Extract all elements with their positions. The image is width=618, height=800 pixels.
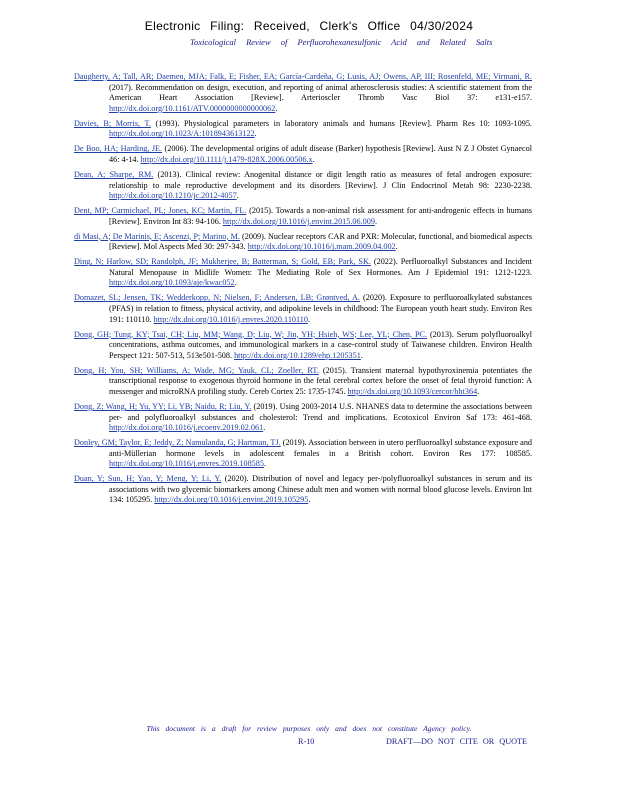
reference-entry: di Masi, A; De Marinis, E; Ascenzi, P; Marino, M. (2009). Nuclear receptors CAR and PXR: Molecular, functional, and biomedical aspects [Review]. Mol Aspects Med 30: 297-343. http://dx.doi.org/10.1016/j.mam.2009.04.002. xyxy=(74,231,533,252)
reference-doi-link[interactable]: http://dx.doi.org/10.1093/cercor/bht364 xyxy=(347,386,478,396)
running-title: Toxicological Review of Perfluorohexanesulfonic Acid and Related Salts xyxy=(190,37,493,47)
reference-citation: (2017). Recommendation on design, execution, and reporting of animal atherosclerosis studies: A scientific statement from the American Heart Association [Review]. Arterioscler Thromb Vasc Biol 37: e131-e157. xyxy=(109,82,532,103)
reference-authors-link[interactable]: De Boo, HA; Harding, JE. xyxy=(74,144,163,154)
reference-citation: (2015). Towards a non-animal risk assessment for anti-androgenic effects in humans [Review]. Environ Int 83: 94-106. xyxy=(109,206,532,226)
reference-citation: (2013). Serum polyfluoroalkyl concentrations, asthma outcomes, and immunological markers in a case-control study of Taiwanese children. Environ Health Perspect 121: 507-513, 513e501-508. xyxy=(109,329,533,360)
reference-authors-link[interactable]: Dong, GH; Tung, KY; Tsai, CH; Liu, MM; Wang, D; Liu, W; Jin, YH; Hsieh, WS; Lee, YL; Chen, PC. xyxy=(74,329,428,339)
reference-citation: (2019). Association between in utero perfluoroalkyl substance exposure and anti-Müllerian hormone levels in adolescent females in a British cohort. Environ Res 177: 108585. xyxy=(109,438,533,458)
reference-citation: (2019). Using 2003-2014 U.S. NHANES data to determine the associations between per- and polyfluoroalkyl substances and cholesterol: Trend and implications. Ecotoxicol Environ Saf 173: 461-468. xyxy=(109,401,532,422)
reference-authors-link[interactable]: Davies, B; Morris, T. xyxy=(74,118,151,128)
reference-entry: De Boo, HA; Harding, JE. (2006). The developmental origins of adult disease (Barker) hypothesis [Review]. Aust N Z J Obstet Gynaecol 46: 4-14. http://dx.doi.org/10.1111/j.1479-828X.2006.00506.x. xyxy=(74,144,533,164)
reference-entry: Davies, B; Morris, T. (1993). Physiological parameters in laboratory animals and humans [Review]. Pharm Res 10: 1093-1095. http://dx.doi.org/10.1023/A:1018943613122. xyxy=(74,118,532,139)
reference-citation: (2013). Clinical review: Anogenital distance or digit length ratio as measures of fetal androgen exposure: relationship to male reproductive development and its disorders [Review]. J Clin Endocrinol Metab 98: 2230-2238. xyxy=(109,169,532,190)
reference-entry: Dong, GH; Tung, KY; Tsai, CH; Liu, MM; Wang, D; Liu, W; Jin, YH; Hsieh, WS; Lee, YL; Chen, PC. (2013). Serum polyfluoroalkyl concentrations, asthma outcomes, and immunological markers in a case-control study of Taiwanese children. Environ Health Perspect 121: 507-513, 513e501-508. http://dx.doi.org/10.1289/ehp.1205351. xyxy=(74,329,533,360)
reference-entry: Domazet, SL; Jensen, TK; Wedderkopp, N; Nielsen, F; Andersen, LB; Grøntved, A. (2020). Exposure to perfluoroalkylated substances (PFAS) in relation to fitness, physical activity, and adipokine levels in childhood: The European youth heart study. Environ Res 191: 110110. http://dx.doi.org/10.1016/j.envres.2020.110110. xyxy=(74,293,532,324)
reference-authors-link[interactable]: di Masi, A; De Marinis, E; Ascenzi, P; Marino, M. xyxy=(74,231,240,241)
reference-authors-link[interactable]: Duan, Y; Sun, H; Yao, Y; Meng, Y; Li, Y. xyxy=(74,474,222,484)
reference-doi-link[interactable]: http://dx.doi.org/10.1016/j.envint.2015.06.009 xyxy=(222,216,375,226)
reference-entry: Dong, Z; Wang, H; Yu, YY; Li, YB; Naidu, R; Liu, Y. (2019). Using 2003-2014 U.S. NHANES data to determine the associations between per- and polyfluoroalkyl substances and cholesterol: Trend and implications. Ecotoxicol Environ Saf 173: 461-468. http://dx.doi.org/10.1016/j.ecoenv.2019.02.061. xyxy=(74,401,532,433)
reference-doi-link[interactable]: http://dx.doi.org/10.1111/j.1479-828X.2006.00506.x xyxy=(140,154,313,164)
reference-citation: (2022). Perfluoroalkyl Substances and Incident Natural Menopause in Midlife Women: The Mediating Role of Sex Hormones. Am J Epidemiol 191: 1212-1223. xyxy=(109,257,532,277)
reference-authors-link[interactable]: Daugherty, A; Tall, AR; Daemen, MJA; Falk, E; Fisher, EA; García-Cardeña, G; Lusis, AJ; Owens, AP, III; Rosenfeld, ME; Virmani, R. xyxy=(74,72,532,81)
reference-doi-link[interactable]: http://dx.doi.org/10.1289/ehp.1205351 xyxy=(234,350,361,360)
reference-list xyxy=(74,72,532,510)
draft-notice: DRAFT—DO NOT CITE OR QUOTE xyxy=(386,737,528,746)
reference-citation: (2015). Transient maternal hypothyroxinemia potentiates the transcriptional response to exogenous thyroid hormone in the fetal cerebral cortex before the onset of fetal thyroid function: A messenger and microRNA profiling study. Cereb Cortex 25: 1735-1745. xyxy=(109,365,532,396)
reference-doi-link[interactable]: http://dx.doi.org/10.1093/aje/kwac052 xyxy=(109,278,235,288)
reference-authors-link[interactable]: Donley, GM; Taylor, E; Jeddy, Z; Namulanda, G; Hartman, TJ. xyxy=(74,438,281,448)
draft-disclaimer: This document is a draft for review purposes only and does not constitute Agency policy. xyxy=(146,724,472,733)
reference-citation: (2020). Distribution of novel and legacy per-/polyfluoroalkyl substances in serum and its associations with two glycemic biomarkers among Chinese adult men and women with normal blood glucose levels. Environ Int 134: 105295. xyxy=(109,474,532,505)
reference-authors-link[interactable]: Domazet, SL; Jensen, TK; Wedderkopp, N; Nielsen, F; Andersen, LB; Grøntved, A. xyxy=(74,293,360,303)
reference-citation: (2009). Nuclear receptors CAR and PXR: Molecular, functional, and biomedical aspects [Review]. Mol Aspects Med 30: 297-343. xyxy=(109,231,533,252)
reference-entry: Donley, GM; Taylor, E; Jeddy, Z; Namulanda, G; Hartman, TJ. (2019). Association between in utero perfluoroalkyl substance exposure and anti-Müllerian hormone levels in adolescent females in a British cohort. Environ Res 177: 108585. http://dx.doi.org/10.1016/j.envres.2019.108585. xyxy=(74,438,533,469)
reference-doi-link[interactable]: http://dx.doi.org/10.1016/j.ecoenv.2019.02.061 xyxy=(109,423,264,433)
reference-authors-link[interactable]: Ding, N; Harlow, SD; Randolph, JF; Mukherjee, B; Batterman, S; Gold, EB; Park, SK. xyxy=(74,257,371,267)
reference-entry: Dong, H; You, SH; Williams, A; Wade, MG; Yauk, CL; Zoeller, RT. (2015). Transient maternal hypothyroxinemia potentiates the transcriptional response to exogenous thyroid hormone in the fetal cerebral cortex before the onset of fetal thyroid function: A messenger and microRNA profiling study. Cereb Cortex 25: 1735-1745. http://dx.doi.org/10.1093/cercor/bht364. xyxy=(74,365,532,396)
reference-citation: (2006). The developmental origins of adult disease (Barker) hypothesis [Review]. Aust N Z J Obstet Gynaecol 46: 4-14. xyxy=(109,144,533,164)
reference-authors-link[interactable]: Dong, Z; Wang, H; Yu, YY; Li, YB; Naidu, R; Liu, Y. xyxy=(74,401,252,411)
reference-entry: Ding, N; Harlow, SD; Randolph, JF; Mukherjee, B; Batterman, S; Gold, EB; Park, SK. (2022). Perfluoroalkyl Substances and Incident Natural Menopause in Midlife Women: The Mediating Role of Sex Hormones. Am J Epidemiol 191: 1212-1223. http://dx.doi.org/10.1093/aje/kwac052. xyxy=(74,257,532,288)
reference-doi-link[interactable]: http://dx.doi.org/10.1016/j.envres.2020.110110 xyxy=(153,314,308,324)
reference-citation: (1993). Physiological parameters in laboratory animals and humans [Review]. Pharm Res 10: 1093-1095. xyxy=(150,118,532,128)
reference-doi-link[interactable]: http://dx.doi.org/10.1210/jc.2012-4057 xyxy=(109,191,237,201)
reference-doi-link[interactable]: http://dx.doi.org/10.1023/A:1018943613122 xyxy=(109,129,255,139)
reference-entry: Dean, A; Sharpe, RM. (2013). Clinical review: Anogenital distance or digit length ratio as measures of fetal androgen exposure: relationship to male reproductive development and its disorders [Review]. J Clin Endocrinol Metab 98: 2230-2238. http://dx.doi.org/10.1210/jc.2012-4057. xyxy=(74,169,532,201)
reference-authors-link[interactable]: Dean, A; Sharpe, RM. xyxy=(74,169,154,179)
reference-authors-link[interactable]: Dent, MP; Carmichael, PL; Jones, KC; Martin, FL. xyxy=(74,206,247,216)
reference-authors-link[interactable]: Dong, H; You, SH; Williams, A; Wade, MG; Yauk, CL; Zoeller, RT. xyxy=(74,365,319,375)
reference-doi-link[interactable]: http://dx.doi.org/10.1016/j.envint.2019.105295 xyxy=(154,495,309,505)
reference-entry: Daugherty, A; Tall, AR; Daemen, MJA; Falk, E; Fisher, EA; García-Cardeña, G; Lusis, AJ; Owens, AP, III; Rosenfeld, ME; Virmani, R. (2017). Recommendation on design, execution, and reporting of animal atherosclerosis studies: A scientific statement from the American Heart Association [Review]. Arterioscler Thromb Vasc Biol 37: e131-e157. http://dx.doi.org/10.1161/ATV.0000000000000062. xyxy=(74,72,532,113)
reference-citation: (2020). Exposure to perfluoroalkylated substances (PFAS) in relation to fitness, physical activity, and adipokine levels in childhood: The European youth heart study. Environ Res 191: 110110. xyxy=(109,293,532,324)
reference-doi-link[interactable]: http://dx.doi.org/10.1161/ATV.0000000000000062 xyxy=(109,103,276,113)
page-number: R-10 xyxy=(298,737,315,746)
reference-doi-link[interactable]: http://dx.doi.org/10.1016/j.envres.2019.108585 xyxy=(109,459,264,469)
reference-doi-link[interactable]: http://dx.doi.org/10.1016/j.mam.2009.04.002 xyxy=(247,242,396,252)
reference-entry: Duan, Y; Sun, H; Yao, Y; Meng, Y; Li, Y. (2020). Distribution of novel and legacy per-/polyfluoroalkyl substances in serum and its associations with two glycemic biomarkers among Chinese adult men and women with normal blood glucose levels. Environ Int 134: 105295. http://dx.doi.org/10.1016/j.envint.2019.105295. xyxy=(74,474,532,505)
reference-entry: Dent, MP; Carmichael, PL; Jones, KC; Martin, FL. (2015). Towards a non-animal risk assessment for anti-androgenic effects in humans [Review]. Environ Int 83: 94-106. http://dx.doi.org/10.1016/j.envint.2015.06.009. xyxy=(74,206,532,226)
filing-stamp: Electronic Filing: Received, Clerk's Office 04/30/2024 xyxy=(144,19,474,33)
